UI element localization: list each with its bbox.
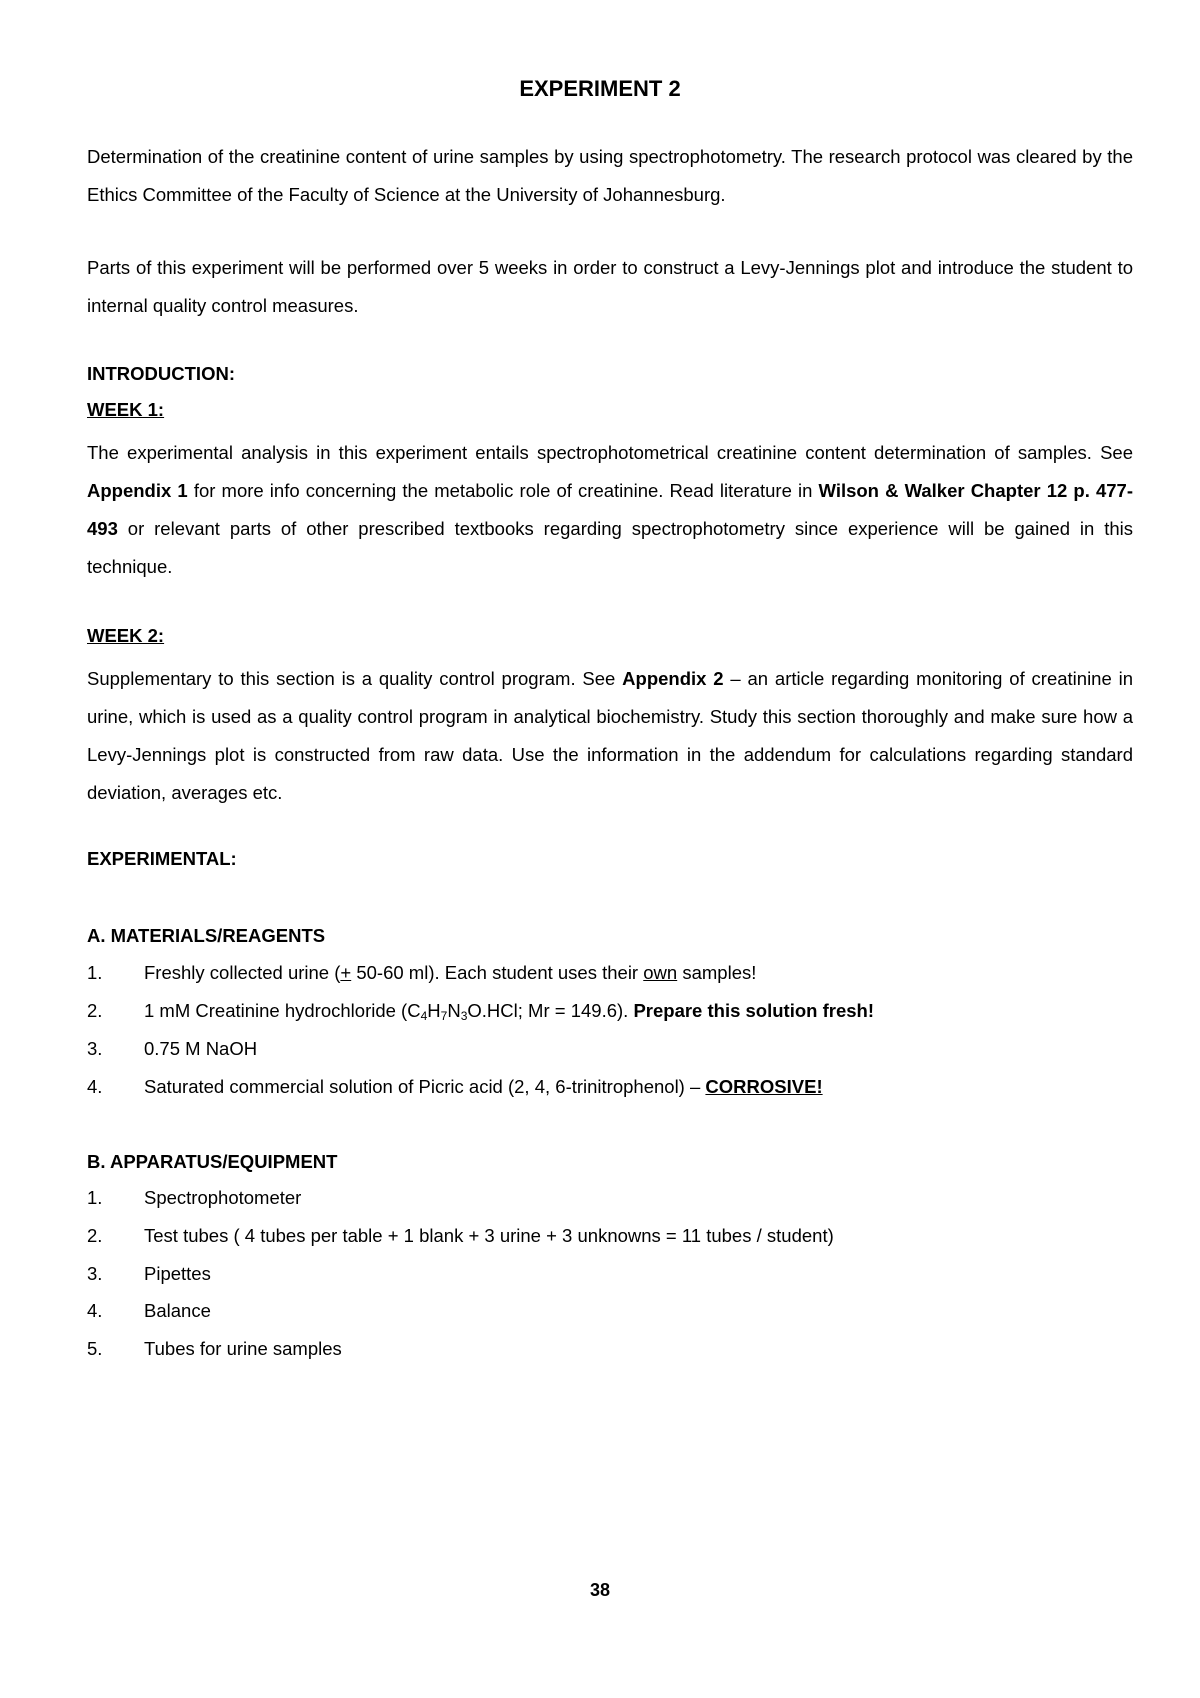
document-page: EXPERIMENT 2 Determination of the creatinine content of urine samples by using spectrophotometry. The research protocol was cleared by the Ethics Committee of the Faculty of Science at the University of Johannesburg. Parts of this experiment will be performed over 5 weeks in order to construct a Levy-Jennings plot and introduce the student to internal quality control measures. INTRODUCTION: WEEK 1: The experimental analysis in this experiment entails spectrophotometrical creatinine content determination of samples. See Appendix 1 for more info concerning the metabolic role of creatinine. Read literature in Wilson & Walker Chapter 12 p. 477-493 or relevant parts of other prescribed textbooks regarding spectrophotometry since experience will be gained in this technique. WEEK 2: Supplementary to this section is a quality control program. See Appendix 2 – an article regarding monitoring of creatinine in urine, which is used as a quality control program in analytical biochemistry. Study this section thoroughly and make sure how a Levy-Jennings plot is constructed from raw data. Use the information in the addendum for calculations regarding standard deviation, averages etc. EXPERIMENTAL: A. MATERIALS/REAGENTS 1. Freshly collected urine (+ 50-60 ml). Each student uses their own samples! 2. 1 mM Creatinine hydrochloride ($C_4H_7N_3O.HCl$; Mr = 149.6). Prepare this solution fresh! 3. 0.75 M NaOH 4. Saturated commercial solution of Picric acid (2, 4, 6-trinitrophenol) – CORROSIVE! B. APPARATUS/EQUIPMENT 1. Spectrophotometer 2. Test tubes ( 4 tubes per table + 1 blank + 3 urine + 3 unknowns = 11 tubes / student) 3. Pipettes 4. Balance 5. Tubes for urine samples 38 [0, 0, 1200, 1698]
introduction-heading: INTRODUCTION: [87, 363, 235, 384]
week1-paragraph: The experimental analysis in this experiment entails spectrophotometrical creatinine content determination of samples. See Appendix 1 for more info concerning the metabolic role of creatinine. Read literature in Wilson & Walker Chapter 12 p. 477-493 or relevant parts of other prescribed textbooks regarding spectrophotometry since experience will be gained in this technique. [87, 442, 1134, 577]
week2-heading: WEEK 2: [87, 625, 165, 646]
page-title: EXPERIMENT 2 [519, 76, 681, 101]
page-number: 38 [589, 1580, 611, 1600]
experimental-heading: EXPERIMENTAL: [87, 848, 237, 869]
intro-paragraph-1: Determination of the creatinine content of urine samples by using spectrophotometry. The research protocol was cleared by the Ethics Committee of the Faculty of Science at the University of Johannesburg. [87, 146, 1133, 205]
materials-heading: A. MATERIALS/REAGENTS [87, 925, 326, 946]
intro-paragraph-2: Parts of this experiment will be performed over 5 weeks in order to construct a Levy-Jennings plot and introduce the student to internal quality control measures. [87, 257, 1133, 316]
week2-paragraph: Supplementary to this section is a quality control program. See Appendix 2 – an article regarding monitoring of creatinine in urine, which is used as a quality control program in analytical biochemistry. Study this section thoroughly and make sure how a Levy-Jennings plot is constructed from raw data. Use the information in the addendum for calculations regarding standard deviation, averages etc. [87, 668, 1133, 803]
apparatus-heading: B. APPARATUS/EQUIPMENT [87, 1151, 338, 1172]
week1-heading: WEEK 1: [87, 399, 165, 420]
